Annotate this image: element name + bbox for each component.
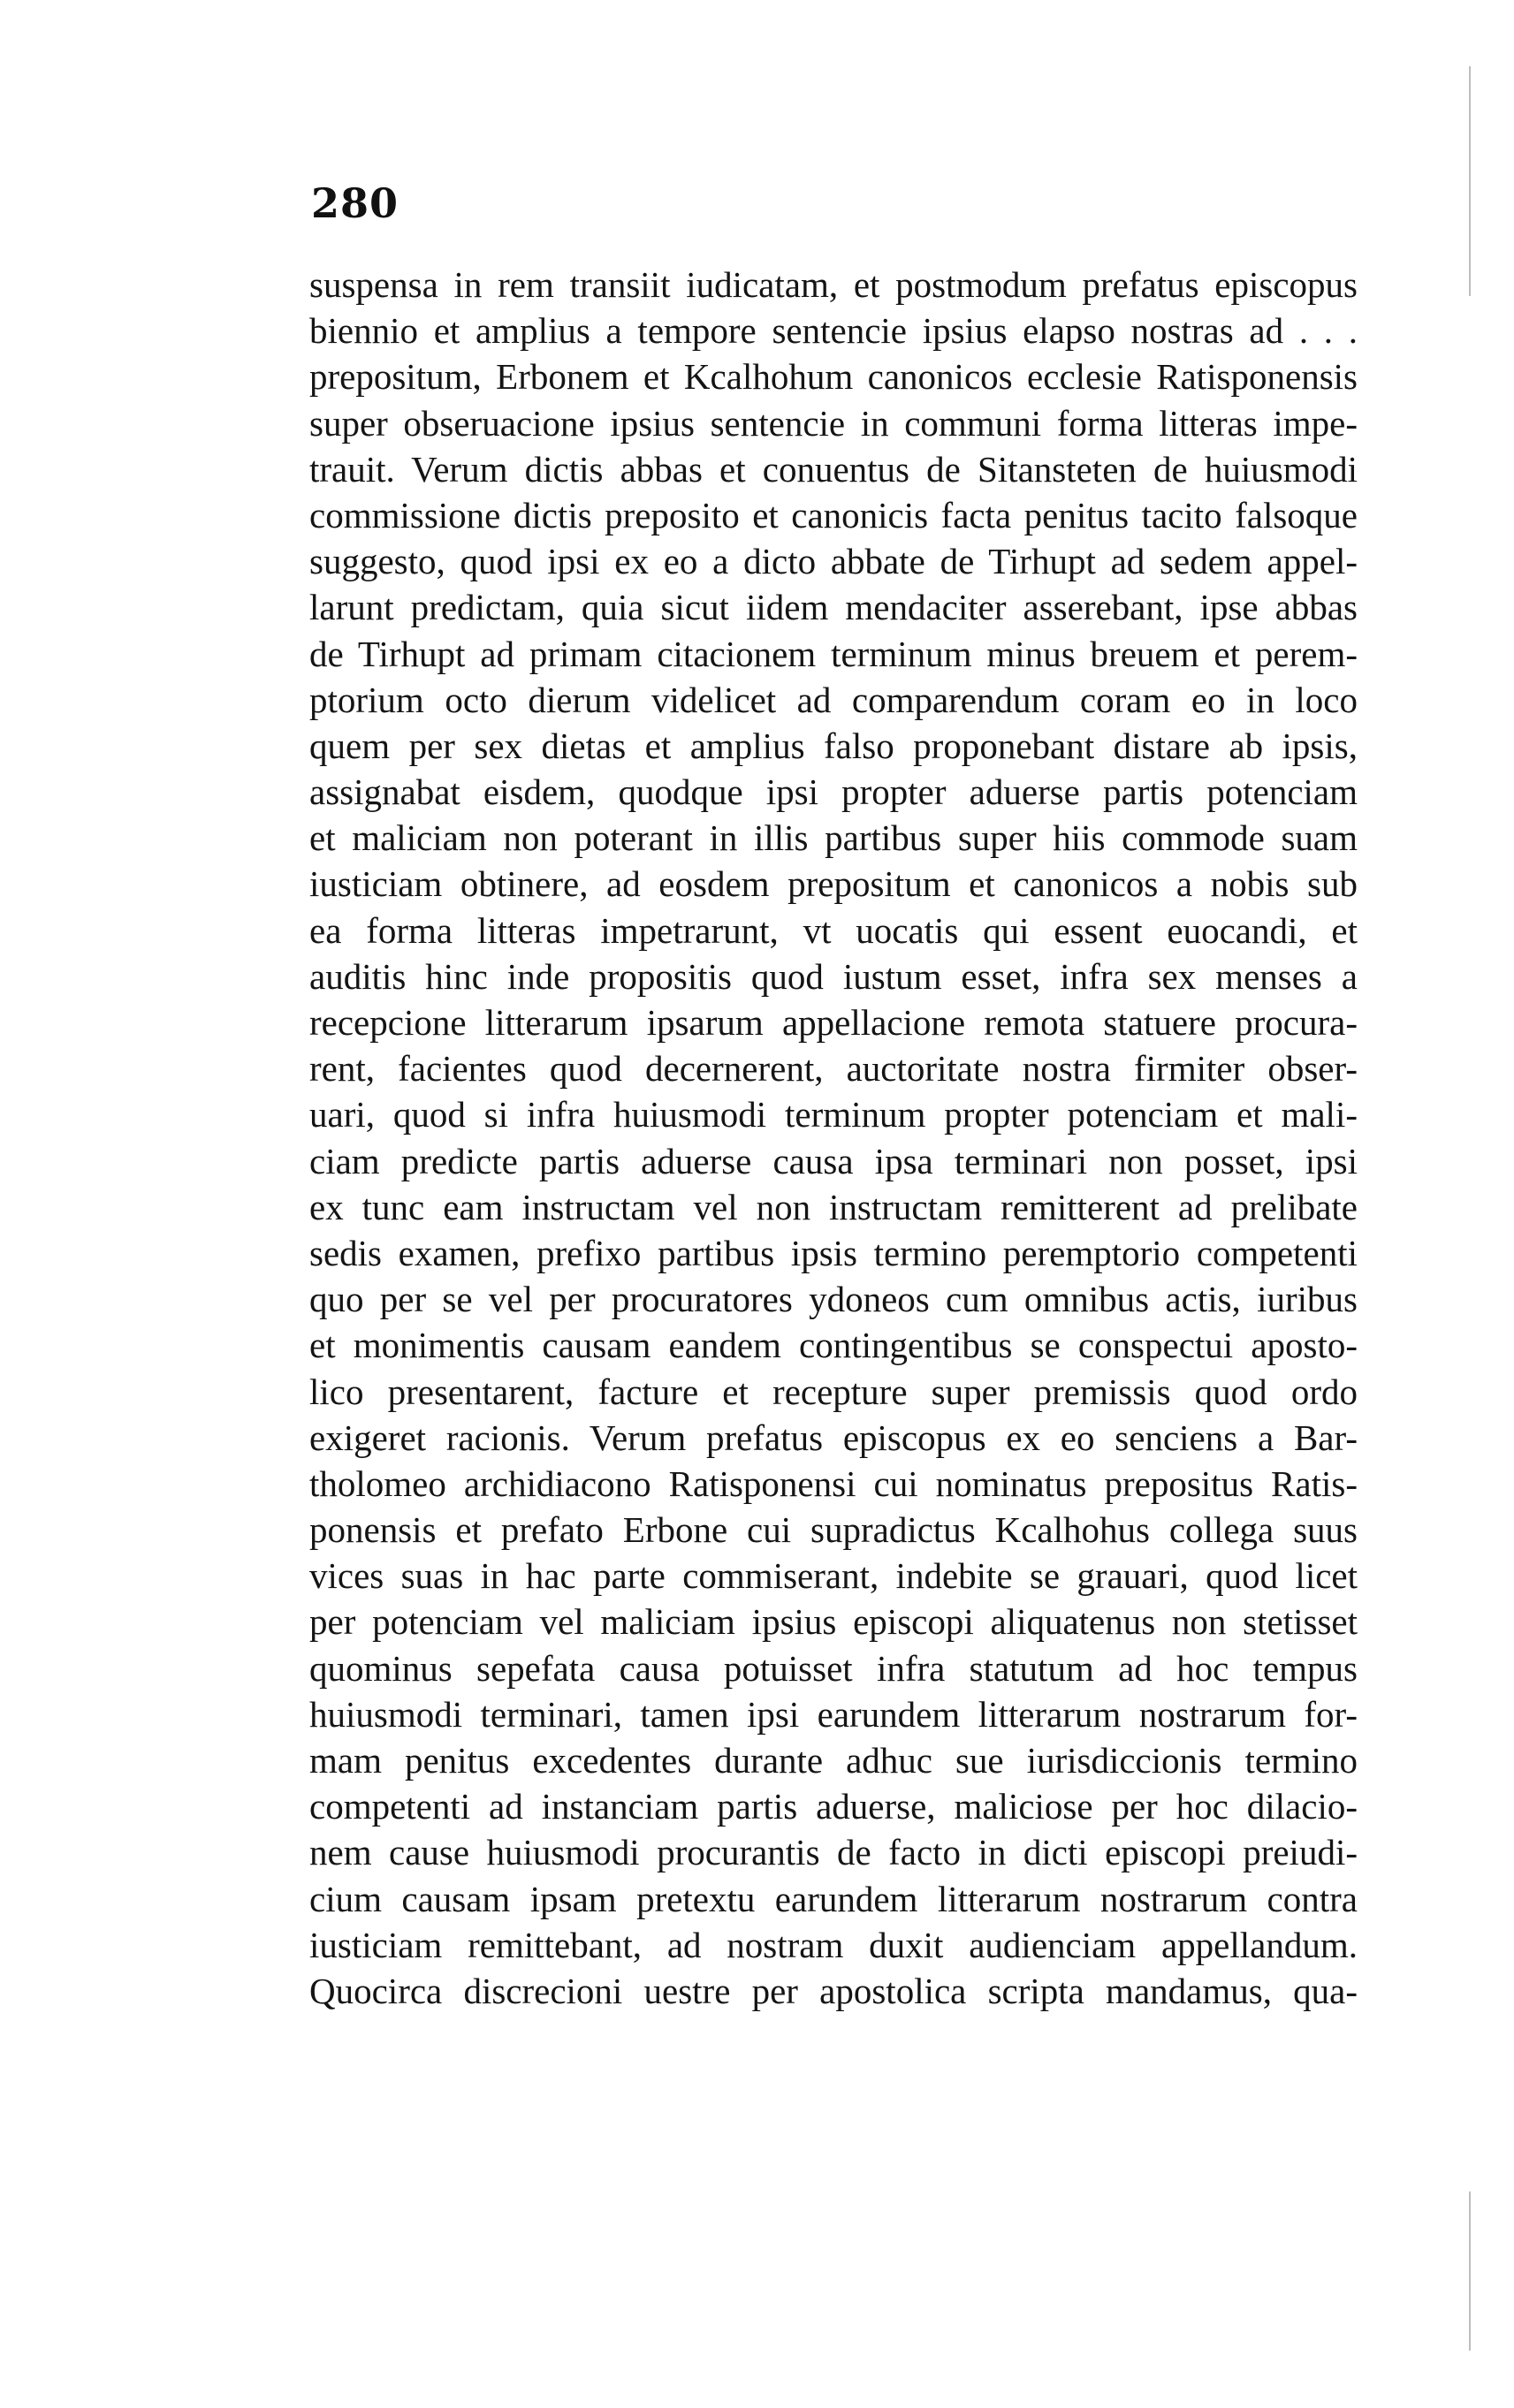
text-line: quem per sex dietas et amplius falso proponebant distare ab ipsis, <box>309 725 1358 766</box>
text-line: trauit. Verum dictis abbas et conuentus de Sitansteten de huiusmodi <box>309 448 1358 490</box>
text-line: huiusmodi terminari, tamen ipsi earundem litterarum nostrarum for- <box>309 1693 1358 1735</box>
text-line: quo per se vel per procuratores ydoneos cum omnibus actis, iuribus <box>309 1279 1358 1320</box>
text-line: suspensa in rem transiit iudicatam, et postmodum prefatus episcopus <box>309 264 1358 305</box>
text-line: et monimentis causam eandem contingentibus se conspectui aposto- <box>309 1325 1358 1366</box>
scan-edge-mark <box>1469 2192 1471 2351</box>
text-line: suggesto, quod ipsi ex eo a dicto abbate de Tirhupt ad sedem appel- <box>309 541 1358 582</box>
text-line: ciam predicte partis aduerse causa ipsa terminari non posset, ipsi <box>309 1140 1358 1181</box>
text-line: ea forma litteras impetrarunt, vt uocatis qui essent euocandi, et <box>309 909 1358 951</box>
text-line: Quocirca discrecioni uestre per apostolica scripta mandamus, qua- <box>309 1970 1358 2011</box>
text-line: prepositum, Erbonem et Kcalhohum canonicos ecclesie Ratisponensis <box>309 356 1358 398</box>
text-line: recepcione litterarum ipsarum appellacione remota statuere procura- <box>309 1002 1358 1043</box>
text-line: nem cause huiusmodi procurantis de facto in dicti episcopi preiudi- <box>309 1832 1358 1873</box>
text-line: per potenciam vel maliciam ipsius episcopi aliquatenus non stetisset <box>309 1601 1358 1643</box>
text-line: biennio et amplius a tempore sentencie ipsius elapso nostras ad . . . <box>309 310 1358 352</box>
text-line: commissione dictis preposito et canonicis facta penitus tacito falsoque <box>309 494 1358 536</box>
text-line: iusticiam obtinere, ad eosdem prepositum et canonicos a nobis sub <box>309 863 1358 905</box>
text-line: tholomeo archidiacono Ratisponensi cui nominatus prepositus Ratis- <box>309 1462 1358 1504</box>
scan-edge-mark <box>1469 66 1471 296</box>
text-line: ptorium octo dierum videlicet ad comparendum coram eo in loco <box>309 679 1358 720</box>
text-line: rent, facientes quod decernerent, auctoritate nostra firmiter obser- <box>309 1048 1358 1090</box>
text-line: vices suas in hac parte commiserant, indebite se grauari, quod licet <box>309 1555 1358 1597</box>
text-line: assignabat eisdem, quodque ipsi propter aduerse partis potenciam <box>309 771 1358 813</box>
text-line: ex tunc eam instructam vel non instructam remitterent ad prelibate <box>309 1186 1358 1227</box>
text-line: mam penitus excedentes durante adhuc sue iurisdiccionis termino <box>309 1740 1358 1781</box>
text-line: sedis examen, prefixo partibus ipsis termino peremptorio competenti <box>309 1232 1358 1273</box>
text-line: ponensis et prefato Erbone cui supradictus Kcalhohus collega suus <box>309 1509 1358 1551</box>
text-line: uari, quod si infra huiusmodi terminum propter potenciam et mali- <box>309 1094 1358 1136</box>
text-line: larunt predictam, quia sicut iidem mendaciter asserebant, ipse abbas <box>309 587 1358 628</box>
text-line: auditis hinc inde propositis quod iustum esset, infra sex menses a <box>309 955 1358 997</box>
text-line: quominus sepefata causa potuisset infra statutum ad hoc tempus <box>309 1647 1358 1689</box>
text-line: cium causam ipsam pretextu earundem litterarum nostrarum contra <box>309 1878 1358 1919</box>
text-line: exigeret racionis. Verum prefatus episcopus ex eo senciens a Bar- <box>309 1417 1358 1458</box>
body-text <box>309 262 1358 2014</box>
page-number: 280 <box>311 179 399 227</box>
text-line: competenti ad instanciam partis aduerse, maliciose per hoc dilacio- <box>309 1786 1358 1827</box>
text-line: lico presentarent, facture et recepture super premissis quod ordo <box>309 1371 1358 1412</box>
text-line: iusticiam remittebant, ad nostram duxit audienciam appellandum. <box>309 1924 1358 1965</box>
text-line: de Tirhupt ad primam citacionem terminum minus breuem et perem- <box>309 633 1358 674</box>
text-line: super obseruacione ipsius sentencie in communi forma litteras impe- <box>309 402 1358 444</box>
text-line: et maliciam non poterant in illis partibus super hiis commode suam <box>309 817 1358 859</box>
